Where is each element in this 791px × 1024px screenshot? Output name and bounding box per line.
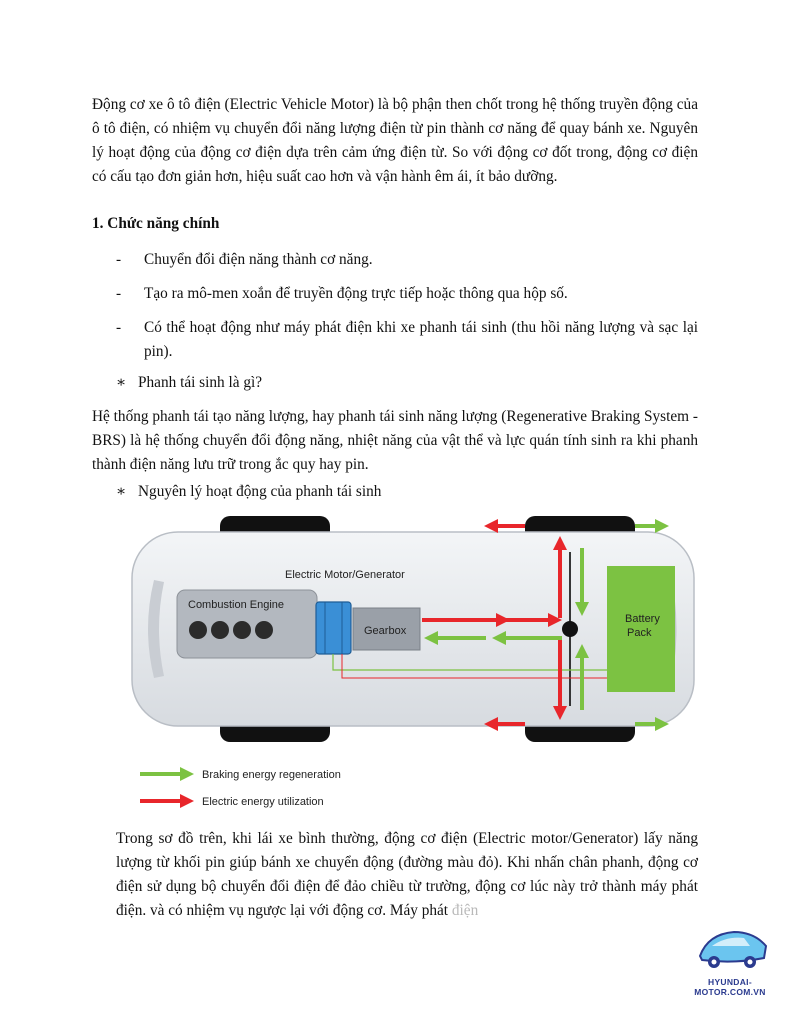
closing-text: Trong sơ đồ trên, khi lái xe bình thường, động cơ điện (Electric motor/Generator) lấy năng lượng từ khối pin giúp bánh xe chuyển động (đường màu đỏ). Khi nhấn chân phanh, động cơ điện sử dụng bộ chuyển đổi điện để đảo chiều từ trường, động cơ lúc này trở thành máy phát điện. và có nhiệm vụ ngược lại với động cơ. Máy phát — [116, 830, 698, 919]
function-item-text: Tạo ra mô-men xoắn để truyền động trực tiếp hoặc thông qua hộp số. — [144, 285, 568, 302]
function-item — [116, 316, 698, 364]
legend-red-label: Electric energy utilization — [202, 796, 324, 808]
legend-red-arrow-head — [180, 794, 194, 808]
regen-definition-paragraph: Hệ thống phanh tái tạo năng lượng, hay phanh tái sinh năng lượng (Regenerative Braking System - BRS) là hệ thống chuyển đổi động năng, nhiệt năng của vật thể và lực quán tính sinh ra khi phanh thành điện năng lưu trữ trong ắc quy hay pin. — [92, 408, 698, 473]
car-logo-hub — [712, 960, 717, 965]
regen-principle-item — [116, 480, 698, 504]
green-arrow-head — [655, 519, 669, 533]
battery-label: Pack — [627, 627, 652, 639]
regen-question-item — [116, 371, 698, 395]
engine-cylinder — [211, 621, 229, 639]
car-logo-hub — [748, 960, 753, 965]
regen-principle-text: Nguyên lý hoạt động của phanh tái sinh — [138, 483, 382, 500]
closing-faded-text: điện — [451, 902, 479, 919]
watermark-logo — [694, 920, 772, 976]
legend-green-label: Braking energy regeneration — [202, 769, 341, 781]
gearbox-label: Gearbox — [364, 625, 407, 637]
engine-cylinder — [255, 621, 273, 639]
function-item-text: Chuyển đổi điện năng thành cơ năng. — [144, 251, 373, 268]
engine-label: Combustion Engine — [188, 599, 285, 611]
intro-paragraph: Động cơ xe ô tô điện (Electric Vehicle Motor) là bộ phận then chốt trong hệ thống truyền động của ô tô điện, có nhiệm vụ chuyển đổi năng lượng điện từ pin thành cơ năng để quay bánh xe. Nguyên lý hoạt động của động cơ điện dựa trên cảm ứng điện từ. So với động cơ đốt trong, động cơ điện có cấu tạo đơn giản hơn, hiệu suất cao hơn và vận hành êm ái, ít bảo dưỡng. — [92, 96, 698, 185]
watermark-text: HYUNDAI-MOTOR.COM.VN — [694, 977, 766, 997]
regen-braking-diagram — [120, 508, 700, 820]
function-item-text: Có thể hoạt động như máy phát điện khi xe phanh tái sinh (thu hồi năng lượng và sạc lại pin). — [144, 319, 698, 360]
function-item — [116, 282, 698, 306]
asterisk-marker: ∗ — [116, 483, 127, 500]
differential — [562, 621, 578, 637]
battery-label: Battery — [625, 613, 660, 625]
red-arrow-head — [484, 519, 498, 533]
motor-label: Electric Motor/Generator — [285, 569, 405, 581]
asterisk-marker: ∗ — [116, 374, 127, 391]
legend-green-arrow-head — [180, 767, 194, 781]
car-logo-icon — [700, 932, 766, 962]
section-heading-functions: 1. Chức năng chính — [92, 215, 220, 232]
electric-motor — [316, 602, 351, 654]
closing-paragraph — [116, 827, 698, 923]
dash-marker: - — [116, 251, 122, 268]
regen-question-text: Phanh tái sinh là gì? — [138, 374, 263, 391]
dash-marker: - — [116, 285, 122, 302]
engine-cylinder — [189, 621, 207, 639]
dash-marker: - — [116, 319, 122, 336]
function-item — [116, 248, 698, 272]
engine-cylinder — [233, 621, 251, 639]
